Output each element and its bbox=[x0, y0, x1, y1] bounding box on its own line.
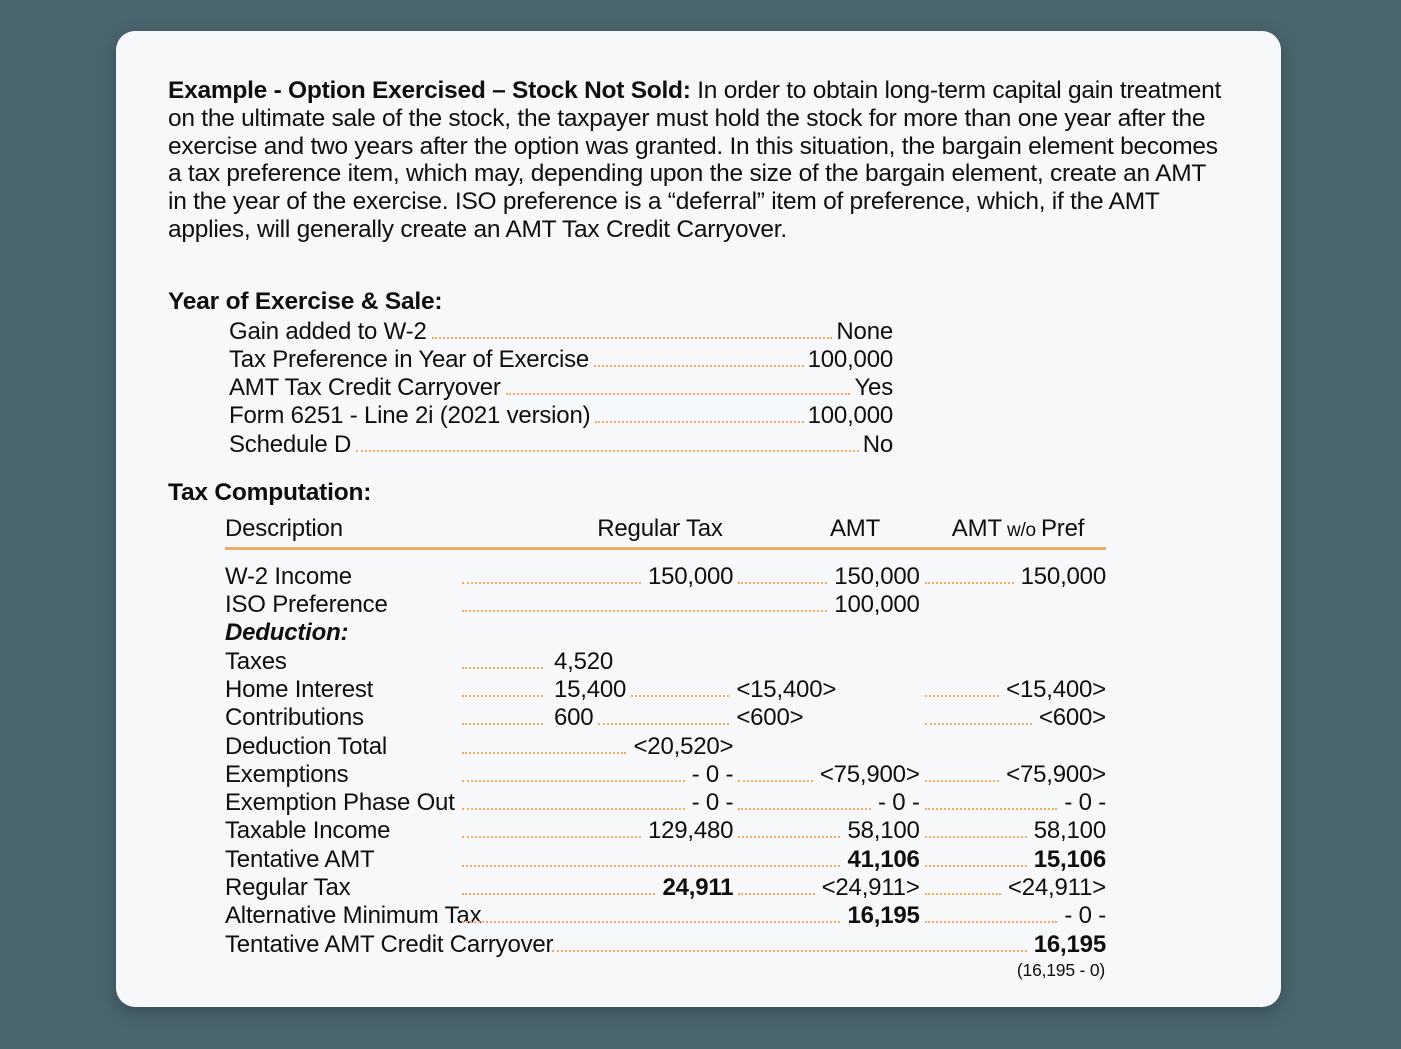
leader-dots bbox=[462, 695, 543, 697]
row-value-amt: 41,106 bbox=[847, 845, 920, 873]
row-value-amt-wo-pref: 150,000 bbox=[1020, 562, 1106, 590]
leader-dots bbox=[925, 808, 1058, 810]
row-label: Tentative AMT Credit Carryover bbox=[225, 930, 554, 958]
row-value-amt-wo-pref: - 0 - bbox=[1064, 902, 1106, 930]
row-value-amt: <15,400> bbox=[736, 675, 837, 703]
row-label: Alternative Minimum Tax bbox=[225, 902, 482, 930]
year-item-label: Gain added to W-2 bbox=[229, 317, 427, 345]
leader-dots bbox=[594, 365, 804, 367]
column-header-description: Description bbox=[225, 514, 343, 542]
leader-dots bbox=[738, 780, 812, 782]
row-label: Contributions bbox=[225, 704, 364, 732]
column-header-regular-tax: Regular Tax bbox=[597, 514, 723, 542]
row-value-regular: - 0 - bbox=[691, 789, 734, 817]
row-value-amt: 150,000 bbox=[834, 562, 920, 590]
year-item-value: 100,000 bbox=[807, 345, 893, 373]
row-value-regular: <20,520> bbox=[633, 732, 734, 760]
row-label: Tentative AMT bbox=[225, 845, 375, 873]
year-item-value: Yes bbox=[854, 374, 893, 402]
list-item bbox=[229, 431, 893, 459]
row-value-amt-wo-pref: 16,195 bbox=[1033, 930, 1106, 958]
deduction-subheading: Deduction: bbox=[225, 619, 349, 647]
row-value-regular: 129,480 bbox=[647, 817, 734, 845]
row-label: Taxes bbox=[225, 647, 287, 675]
leader-dots bbox=[356, 450, 859, 452]
table-row bbox=[225, 591, 1106, 619]
leader-dots bbox=[462, 610, 827, 612]
row-label: Exemption Phase Out bbox=[225, 789, 455, 817]
year-of-exercise-list bbox=[229, 318, 893, 459]
row-value-sub: 4,520 bbox=[554, 647, 614, 675]
row-label: ISO Preference bbox=[225, 591, 388, 619]
row-value-amt: - 0 - bbox=[877, 789, 920, 817]
leader-dots bbox=[925, 780, 999, 782]
leader-dots bbox=[925, 865, 1027, 867]
leader-dots bbox=[462, 780, 685, 782]
table-header-row bbox=[225, 515, 1106, 547]
column-header-amt: AMT bbox=[829, 514, 881, 542]
document-card bbox=[116, 31, 1281, 1007]
leader-dots bbox=[738, 893, 814, 895]
year-item-label: Tax Preference in Year of Exercise bbox=[229, 345, 590, 373]
table-row bbox=[225, 676, 1106, 704]
leader-dots bbox=[631, 695, 729, 697]
row-value-amt: <24,911> bbox=[821, 874, 920, 902]
leader-dots bbox=[462, 836, 641, 838]
year-item-value: None bbox=[836, 317, 893, 345]
row-value-amt: 16,195 bbox=[847, 902, 920, 930]
row-value-sub: 600 bbox=[554, 704, 594, 732]
amt-wo-pref-tail: Pref bbox=[1040, 514, 1085, 542]
column-header-amt-wo-pref bbox=[930, 515, 1106, 543]
leader-dots bbox=[462, 723, 543, 725]
header-rule bbox=[225, 547, 1106, 550]
table-row bbox=[225, 817, 1106, 845]
leader-dots bbox=[925, 695, 999, 697]
row-value-regular: 150,000 bbox=[647, 562, 734, 590]
leader-dots bbox=[462, 667, 543, 669]
table-row bbox=[225, 563, 1106, 591]
carryover-footnote: (16,195 - 0) bbox=[1016, 959, 1105, 980]
row-value-amt: <75,900> bbox=[819, 760, 920, 788]
row-label: Deduction Total bbox=[225, 732, 388, 760]
leader-dots bbox=[738, 836, 840, 838]
row-value-amt-wo-pref: <24,911> bbox=[1007, 874, 1106, 902]
leader-dots bbox=[462, 921, 840, 923]
leader-dots bbox=[462, 582, 641, 584]
leader-dots bbox=[925, 723, 1032, 725]
list-item bbox=[229, 374, 893, 402]
leader-dots bbox=[506, 393, 851, 395]
leader-dots bbox=[432, 337, 833, 339]
row-value-regular: 24,911 bbox=[662, 874, 734, 902]
table-row bbox=[225, 902, 1106, 930]
document-content bbox=[168, 77, 1230, 981]
table-row bbox=[225, 761, 1106, 789]
year-item-value: No bbox=[862, 430, 893, 458]
list-item bbox=[229, 318, 893, 346]
leader-dots bbox=[598, 723, 729, 725]
leader-dots bbox=[462, 893, 655, 895]
year-item-value: 100,000 bbox=[807, 402, 893, 430]
row-value-amt-wo-pref: <15,400> bbox=[1006, 675, 1106, 703]
intro-paragraph bbox=[168, 77, 1228, 244]
year-item-label: AMT Tax Credit Carryover bbox=[229, 374, 501, 402]
tax-computation-table bbox=[225, 515, 1106, 981]
list-item bbox=[229, 402, 893, 430]
leader-dots bbox=[925, 582, 1014, 584]
list-item bbox=[229, 346, 893, 374]
table-row bbox=[225, 931, 1106, 959]
row-value-amt: <600> bbox=[736, 704, 804, 732]
year-of-exercise-heading: Year of Exercise & Sale: bbox=[168, 287, 443, 315]
row-label: Regular Tax bbox=[225, 874, 351, 902]
row-label: Exemptions bbox=[225, 760, 349, 788]
row-value-amt-wo-pref: - 0 - bbox=[1064, 789, 1106, 817]
row-value-amt: 58,100 bbox=[847, 817, 920, 845]
table-row bbox=[225, 704, 1106, 732]
leader-dots bbox=[925, 893, 1001, 895]
row-label: Home Interest bbox=[225, 675, 374, 703]
leader-dots bbox=[925, 836, 1027, 838]
table-row bbox=[225, 846, 1106, 874]
year-item-label: Form 6251 - Line 2i (2021 version) bbox=[229, 402, 591, 430]
leader-dots bbox=[552, 950, 1027, 952]
row-value-regular: - 0 - bbox=[691, 760, 734, 788]
table-row bbox=[225, 733, 1106, 761]
intro-lead-label: Example - Option Exercised – Stock Not Sold: bbox=[168, 77, 691, 104]
tax-computation-heading: Tax Computation: bbox=[168, 478, 372, 506]
leader-dots bbox=[462, 752, 626, 754]
leader-dots bbox=[925, 921, 1058, 923]
row-value-amt-wo-pref: 58,100 bbox=[1033, 817, 1106, 845]
leader-dots bbox=[595, 421, 803, 423]
leader-dots bbox=[462, 808, 685, 810]
row-value-amt-wo-pref: <75,900> bbox=[1006, 760, 1106, 788]
row-value-amt-wo-pref: <600> bbox=[1038, 704, 1106, 732]
amt-wo-pref-main: AMT bbox=[951, 514, 1002, 542]
table-row bbox=[225, 789, 1106, 817]
row-label: Taxable Income bbox=[225, 817, 391, 845]
amt-wo-pref-small: w/o bbox=[1001, 519, 1041, 541]
leader-dots bbox=[462, 865, 840, 867]
table-row bbox=[225, 648, 1106, 676]
year-item-label: Schedule D bbox=[229, 430, 352, 458]
row-value-sub: 15,400 bbox=[554, 675, 627, 703]
row-label: W-2 Income bbox=[225, 562, 352, 590]
row-value-amt: 100,000 bbox=[834, 591, 920, 619]
row-value-amt-wo-pref: 15,106 bbox=[1033, 845, 1106, 873]
intro-body-text: In order to obtain long-term capital gain treatment on the ultimate sale of the stock, the taxpayer must hold the stock for more than one year after the exercise and two years after the option was granted. In this situation, the bargain element becomes a tax preference item, which may, depending upon the size of the bargain element, create an AMT in the year of the exercise. ISO preference is a “deferral” item of preference, which, if the AMT applies, will generally create an AMT Tax Credit Carryover. bbox=[168, 77, 1222, 243]
table-row bbox=[225, 874, 1106, 902]
leader-dots bbox=[738, 582, 827, 584]
leader-dots bbox=[738, 808, 871, 810]
